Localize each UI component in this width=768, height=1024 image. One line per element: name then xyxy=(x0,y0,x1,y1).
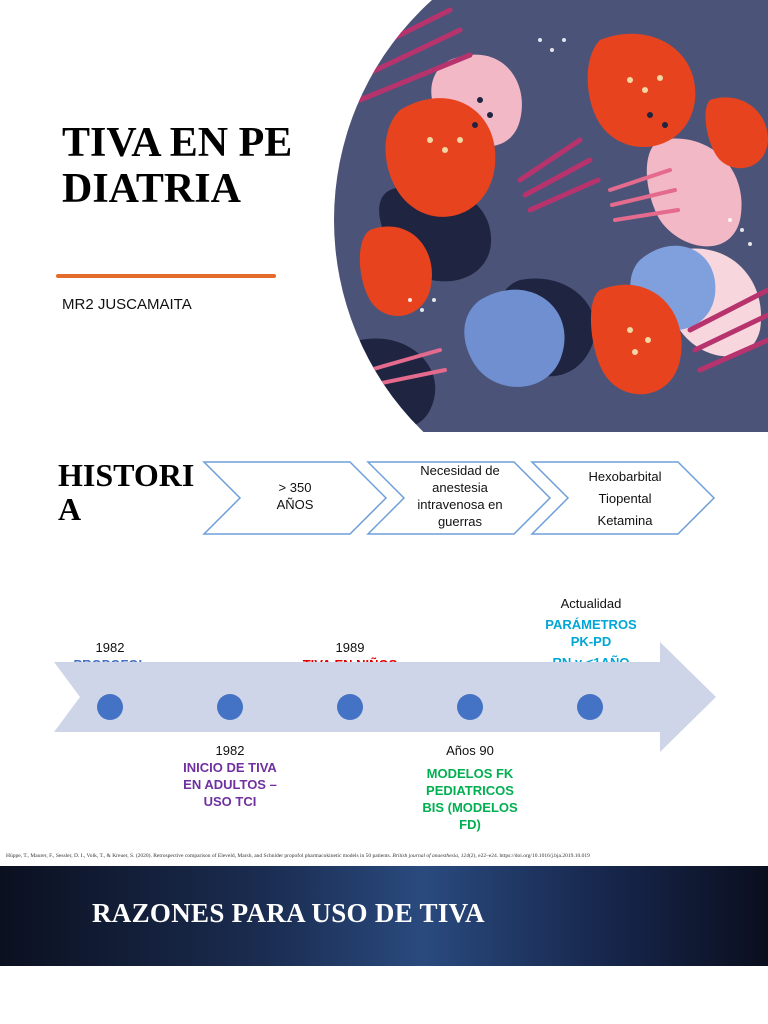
timeline-dot-2 xyxy=(217,694,243,720)
timeline-event-1-label: 1982 xyxy=(95,640,125,655)
slide-historia-heading: HISTORIA xyxy=(58,457,195,527)
timeline-event-4-label: Años 90 MODELOS FK PEDIATRICOS BIS (MODELOS FD) xyxy=(422,743,518,832)
timeline-dot-1 xyxy=(97,694,123,720)
slide-title xyxy=(0,0,768,432)
timeline-dot-4 xyxy=(457,694,483,720)
slide-subtitle: MR2 JUSCAMAITA xyxy=(62,296,192,313)
timeline-event-2-label: 1982 INICIO DE TIVA EN ADULTOS – USO TCI xyxy=(183,743,277,809)
slide-razones xyxy=(0,866,768,966)
timeline-dot-3 xyxy=(337,694,363,720)
chevron-3-text: Hexobarbital Tiopental Ketamina xyxy=(588,469,662,528)
chevron-process xyxy=(200,458,720,538)
slide-historia xyxy=(0,432,768,864)
slide-title-heading: TIVA EN PEDIATRIA xyxy=(62,120,293,212)
chevron-1-text: > 350 AÑOS xyxy=(276,480,314,512)
timeline-event-5-label: Actualidad PARÁMETROS PK-PD xyxy=(545,596,637,649)
chevron-2-text: Necesidad de anestesia intravenosa en guerras xyxy=(417,463,503,529)
timeline-dot-5 xyxy=(577,694,603,720)
slide-razones-heading: RAZONES PARA USO DE TIVA xyxy=(92,898,485,928)
title-underline xyxy=(56,274,276,278)
timeline-arrow xyxy=(0,642,768,752)
timeline-event-3-label: 1989 xyxy=(335,640,365,655)
tropical-leaves-illustration xyxy=(330,0,768,432)
timeline-band xyxy=(54,642,716,752)
citation: Hüppe, T., Maurer, F., Sessler, D. I., Volk, T., & Kreuer, S. (2020). Retrospective comparison of Eleveld, Marsh, and Schnider propofol pharmacokinetic models in 50 patients. British journal of anaesthesia, 124(2), e22–e24. https://doi.org/10.1016/j.bja.2019.10.019 xyxy=(6,853,590,859)
